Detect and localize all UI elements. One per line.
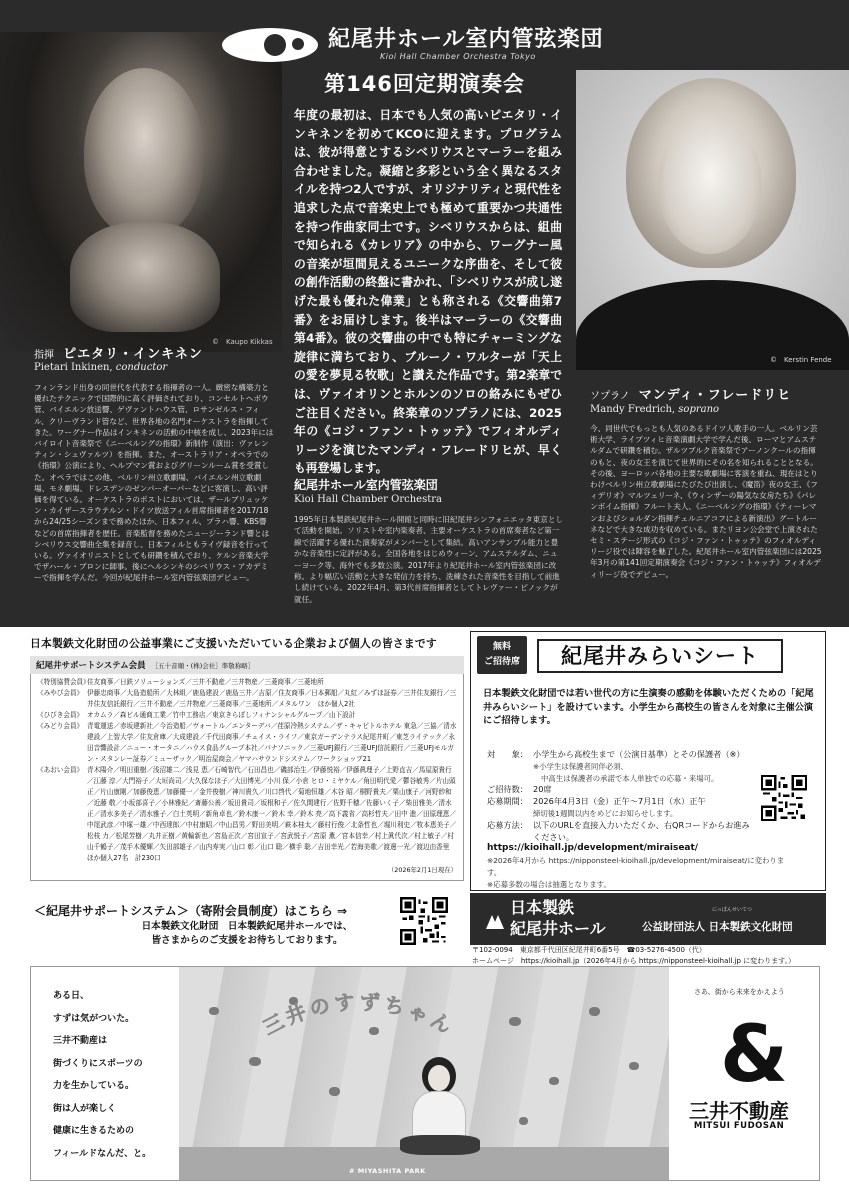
- foundation-contact: [472, 945, 826, 967]
- detail-row: [487, 749, 797, 784]
- conductor-name-line: [34, 343, 203, 362]
- supporter-row: [37, 721, 457, 765]
- supporter-names: 青木陽介／明田重樹／浅沼雄二／浅見 恵／石崎智代／石田昌也／磯部治生／伊藤悦裕／伊藤眞理子／上野直吉／馬屋原貴行／江藤 淳／大門裕子／大垣尚司／大久保なほ子／大田博光／小川 保／小倉 ヒロ・ミヤケル／角田明代愛／鬱谷敏秀／片山頭正／片山康剛／加藤俊恵／加藤優一／金井俊樹／神川貴久／川口啓代／菊地恒雄／木谷 昭／桐野貴夫／栗山康子／河野紗和／近藤 敬／小坂部喜子／小林雅紀／斎藤公善／坂田貴司／坂根和子／佐久間建行／佐野千穂／佐藤いく子／柴田雅美／清水 正／清水多美子／清水雅子／白土英明／新角卓也／鈴木康一／鈴木 幸／鈴木 亮／高下義省／高杉哲夫／田中 進／田原理恵／中尾武彦／中塚一雄／中西達郎／中村康昭／中山昌男／野田美明／萩本桂太／藤村行俊／北条哲也／堀川利史／牧本恵美子／松枝 力／松尾芳樹／丸井正樹／黄輪新也／宮島正次／宮田宣子／宮武悦子／宮原 薫／宮本信幸／村上眞代次／村上敏子／村山千鶴子／茂手木優輝／矢田部雄子／山内寿実／山口 彰／山口 聡／横手 聡／吉田幸光／若海美歌／渡邊一光／渡辺由香里 ほか個人27名 計230口: [87, 766, 457, 862]
- ad-person: [404, 1057, 474, 1157]
- supporter-row: [37, 710, 457, 721]
- foundation-corp-name: 公益財団法人 日本製鉄文化財団: [642, 921, 793, 933]
- detail-row: [487, 796, 797, 820]
- foundation-website[interactable]: ホームページ https://kioihall.jp（2026年4月から https://nipponsteel-kioihall.jp に変わります。）: [472, 957, 796, 965]
- detail-note: 締切後1週間以内をめどにお知らせします。: [533, 808, 678, 818]
- conductor-name-en: Pietari Inkinen,: [34, 362, 113, 373]
- supporters-date: （2026年2月1日現在）: [387, 866, 457, 874]
- foundation-logo-icon: [484, 911, 506, 931]
- foundation-name: [510, 897, 606, 939]
- ad-copy-line: 健康に生きるための: [53, 1126, 135, 1136]
- supporters-list: [30, 674, 464, 881]
- detail-row: [487, 820, 797, 844]
- url-note: ※応募多数の場合は抽選となります。: [487, 879, 611, 889]
- orchestra-title-en: Kioi Hall Chamber Orchestra: [294, 494, 442, 505]
- supporter-category: 《ひびき会員》: [37, 711, 84, 719]
- supporter-row: [37, 677, 457, 688]
- ad-arc-text: 三井のすずちゃん: [259, 989, 459, 1040]
- detail-row: [487, 784, 797, 796]
- ad-copy-line: すずは気がついた。: [53, 1013, 135, 1024]
- detail-label: ご招待数：: [487, 784, 528, 795]
- foundation-address: 〒102-0094 東京都千代田区紀尾井町6番5号 ☎03-5276-4500（代）: [472, 946, 706, 954]
- qr-code-icon[interactable]: [400, 897, 448, 945]
- logo-subtitle: Kioi Hall Chamber Orchestra Tokyo: [380, 52, 536, 61]
- soprano-role: ソプラノ: [590, 391, 630, 402]
- foundation-ruby: にっぽんせいてつ: [712, 907, 752, 913]
- detail-value: 以下のURLを直接入力いただくか、右QRコードからお進みください。: [533, 819, 750, 842]
- logo-title: 紀尾井ホール室内管弦楽団: [328, 27, 604, 52]
- concert-title: 第146回定期演奏会: [324, 72, 525, 96]
- soprano-bio: 今、同世代でもっとも人気のあるドイツ人歌手の一人。ベルリン芸術大学、ライプツィヒ音楽演劇大学で学んだ後、ローマとアムステルダムで研鑽を積む。ザルツブルク音楽祭でアーノンクールの指揮のもと、夜の女王を演じて世界的にその名を知られることとなる。その後、ヨーロッパ各地の主要な歌劇場に客演を重ね、現在はとりわけベルリン州立歌劇場にたびたび出演し、《魔笛》夜の女王、《フィデリオ》マルツェリーネ、《ウィンザーの陽気な女房たち》《パレンボイム指揮》フルート夫人、《ニーベルングの指環》《ティーレマンおよびショルダン指揮チェルニアコフによる新演出》グートルーネなどで大きな成功を収めている。またリヨン公会堂で上演されたセミ・ステージ形式の《コジ・ファン・トゥッテ》のフィオルディリージ役では陣容を魅了した。紀尾井ホール室内管弦楽団には2025年3月の第141回定期演奏会《コジ・ファン・トゥッテ》フィオルディリージ役でデビュー。: [590, 424, 822, 579]
- svg-text:&: &: [719, 1015, 789, 1087]
- soprano-name-en: Mandy Fredrich,: [590, 404, 676, 415]
- svg-text:三井のすずちゃん: [259, 990, 459, 1040]
- mirai-seat-title: 紀尾井みらいシート: [537, 639, 783, 673]
- detail-value: 小学生から高校生まで（公演日基準）とその保護者（※）: [533, 749, 745, 759]
- supporters-subheading-note: ［五十音順・(株)会社］準敬称略］: [151, 662, 255, 670]
- conductor-role-en: conductor: [115, 362, 168, 373]
- soprano-name-line: [590, 384, 791, 403]
- support-system-text: [112, 920, 382, 947]
- ad-place-tag: # MIYASHITA PARK: [349, 1167, 426, 1175]
- soprano-name: マンディ・フレードリヒ: [638, 388, 792, 403]
- support-system-title: ＜紀尾井サポートシステム＞（寄附会員制度）はこちら ⇒: [34, 904, 348, 918]
- ad-arc-title: [209, 973, 509, 1063]
- soprano-name-en-line: [590, 404, 719, 415]
- mirai-seat-intro: 日本製鉄文化財団では若い世代の方に生演奏の感動を体験いただくための「紀尾井みらいシート」を設けています。小学生から高校生の皆さんを対象に主催公演にご招待します。: [483, 688, 814, 726]
- conductor-name-en-line: [34, 362, 167, 373]
- soprano-role-en: soprano: [678, 404, 720, 415]
- detail-label: 対 象：: [487, 749, 528, 759]
- supporter-names: オカムラ／森ビル通商工業／竹中工務店／東京きらぼしフィナンシャルグループ／山下設計: [87, 711, 356, 719]
- ad-copy-line: ある日、: [53, 991, 90, 1001]
- ad-copy-line: 街は人が楽しく: [53, 1103, 117, 1114]
- logo-mark-icon: [222, 28, 318, 62]
- ad-copy-line: 三井不動産は: [53, 1036, 108, 1046]
- orchestra-title: 紀尾井ホール室内管弦楽団: [294, 478, 438, 492]
- foundation-banner: [470, 893, 826, 945]
- conductor-bio: フィンランド出身の同世代を代表する指揮者の一人。緻密な構築力と優れたテクニックで国際的に高く評価されており、コンセルトヘボウ管、バイエルン放送響、ゲヴァントハウス管、ロサンゼルス・フィル、クリーヴランド管など、世界各地の名門オーケストラを指揮してきた。ワーグナー作品はインキネンの活動の中核を成し、2023年にはバイロイト音楽祭で《ニーベルングの指環》新制作（演出：ヴァレンティン・シュヴァルツ）を指揮。また、オーストラリア・オペラでの《指環》公演により、ヘルプマン賞およびグリーンルーム賞を受賞した。オペラではこの他、ベルリン州立歌劇場、バイエルン州立歌劇場、モネ劇場、ドレスデンのゼンパーオーパーなどに客演し、高い評価を得ている。オーケストラのポストにおいては、ザールブリュッケン・カイザースラウテルン・ドイツ放送フィル首席指揮者を2017/18から24/25シーズンまで務めたほか、日本フィル、プラハ響、KBS響などの首席指揮者を歴任。音楽監督を務めたニュージーランド響とはシベリウス交響曲全集を録音し、日本フィルともライヴ録音を行っている。ヴァイオリニストとしても研鑽を積んでおり、ケルン音楽大学でザハール・ブロンに師事。後にヘルシンキのシベリウス・アカデミーで指揮を学んだ。今回が紀尾井ホール室内管弦楽団デビュー。: [34, 383, 274, 583]
- supporter-names: 住友商事／日鉄ソリューションズ／三井不動産／三井物産／三菱商事／三菱地所: [87, 678, 324, 686]
- supporters-heading: 日本製鉄文化財団の公益事業にご支援いただいている企業および個人の皆さまです: [30, 637, 437, 650]
- mirai-seat-box: [470, 631, 826, 891]
- support-system-text-line: 日本製鉄文化財団 日本製鉄紀尾井ホールでは、: [141, 921, 353, 932]
- ad-brand-name: 三井不動産: [689, 1099, 789, 1123]
- detail-note: 中高生は保護者の承諾で本人単独での応募・来場可。: [541, 773, 719, 783]
- free-invitation-badge: [477, 636, 527, 674]
- supporter-category: 《みどり会員》: [37, 722, 84, 730]
- orchestra-logo: [222, 22, 642, 68]
- ampersand-logo-icon: [699, 1015, 809, 1087]
- soprano-photo-credit: © Kerstin Fende: [770, 356, 832, 364]
- supporters-box: [30, 636, 464, 881]
- detail-label: 応募方法：: [487, 819, 528, 830]
- ad-slogan: さあ、街から未来をかえよう: [694, 988, 785, 996]
- ad-copy: [53, 985, 151, 1165]
- supporter-row: [37, 688, 457, 710]
- ad-copy-line: フィールドなんだ、と。: [53, 1148, 152, 1159]
- soprano-photo: [576, 70, 849, 370]
- supporter-category: 《みやび会員》: [37, 689, 84, 697]
- orchestra-description: 1995年日本製鉄紀尾井ホール開館と同時に旧紀尾井シンフォニエッタ東京として活動を開始。ソリストや室内楽奏者、主要オーケストラの首席奏者など第一線で活躍する優れた演奏家がメンバーとして集結。高いアンサンブル能力と豊かな音楽性に定評がある。全国各地をはじめウィーン、アムステルダム、ニューヨーク等、海外でも多数公演。2017年より紀尾井ホール室内管弦楽団に改称。より幅広い活動と大きな発信力を持ち、洗練された音楽性を目指して前進し続けている。2022年4月、第3代首席指揮者としてトレヴァー・ピノックが就任。: [294, 515, 564, 604]
- supporter-category: 《特別協賛会員》: [37, 678, 90, 686]
- supporter-names: 伊藤忠商事／大島造船所／大林組／鹿島建設／鹿島三井／吉原／住友商事／日本郵船／丸紅／みずほ証券／三井住友銀行／三井住友信託銀行／三井不動産／三井物産／三菱商事／三菱地所／メタルワン ほか個人2社: [87, 689, 457, 708]
- conductor-name: ピエタリ・インキネン: [63, 347, 203, 362]
- detail-value: 2026年4月3日（金）正午〜7月1日（水）正午: [533, 796, 706, 807]
- supporters-subheading-title: 紀尾井サポートシステム会員: [36, 661, 146, 671]
- supporters-subheading: [30, 656, 464, 674]
- conductor-photo-credit: © Kaupo Kikkas: [212, 338, 273, 346]
- conductor-role: 指揮: [34, 350, 54, 361]
- ad-copy-line: 街づくりにスポーツの: [53, 1058, 143, 1069]
- support-system-text-line: 皆さまからのご支援をお待ちしております。: [151, 934, 343, 946]
- foundation-name-line: 紀尾井ホール: [510, 919, 606, 938]
- detail-note: ※小学生は保護者同伴必須、: [533, 761, 628, 771]
- program-intro: 年度の最初は、日本でも人気の高いピエタリ・インキネンを初めてKCOに迎えます。プログラムは、彼が得意とするシベリウスとマーラーを組み合わせました。凝縮と多彩という全く異なるスタイルを持つ2人ですが、オリジナリティと現代性を追求した点で音楽史上でも極めて重要かつ共通性を持つ作曲家同士です。シベリウスからは、組曲で知られる《カレリア》の中から、ワーグナー風の音楽が垣間見えるユニークな序曲を、そして彼の創作活動の終盤に書かれ、「シベリウスが成し遂げた最も優れた偉業」とも称される《交響曲第7番》をお届けします。後半はマーラーの《交響曲第4番》。彼の交響曲の中でも特にチャーミングな旋律に満ちており、ブルーノ・ワルターが「天上の愛を夢見る牧歌」と讃えた作品です。第2楽章では、ヴァイオリンとホルンのソロの絡みにもぜひご注目ください。終楽章のソプラノには、2025年の《コジ・ファン・トゥッテ》でフィオルディリージを演じたマンディ・フレードリヒが、早くも再登場します。: [294, 108, 562, 476]
- detail-value: 20席: [533, 784, 552, 795]
- url-note: ※2026年4月から https://nipponsteel-kioihall.jp/development/miraiseat/に変わります。: [487, 856, 785, 877]
- mitsui-fudosan-ad: [30, 966, 820, 1181]
- supporter-row: [37, 765, 457, 864]
- foundation-name-line: 日本製鉄: [510, 898, 575, 917]
- mirai-seat-url[interactable]: https://kioihall.jp/development/miraiseat/: [487, 843, 699, 854]
- ad-copy-line: 力を生かしている。: [53, 1081, 135, 1091]
- supporter-names: 青電運送／赤坂建新社／今治造船／ヴォートル／エンターデバ／荏原冷熱システム／ザ・キャピトルホテル 東急／三協／清水建設／上智大学／住友倉庫／大成建設／千代田商事／チェイス・ライフ／東京ガーデンテラス紀尾井町／東芝ライテック／永田音響設計／ニュー・オータニ／ハウス食品グループ本社／パナソニック／三菱UFJ銀行／三菱UFJ信託銀行／三菱UFJモルガン・スタンレー証券／ミューザック／明治屋商会／ヤマハサウンドシステム／ワークショップ21: [87, 722, 457, 763]
- badge-line: 無料: [492, 642, 511, 652]
- mirai-seat-details: [487, 749, 797, 891]
- qr-code-icon[interactable]: [761, 775, 807, 821]
- ad-brand-name-en: MITSUI FUDOSAN: [693, 1121, 785, 1131]
- badge-line: ご招待席: [483, 657, 520, 667]
- detail-label: 応募期間：: [487, 796, 528, 807]
- supporter-category: 《あおい会員》: [37, 766, 84, 774]
